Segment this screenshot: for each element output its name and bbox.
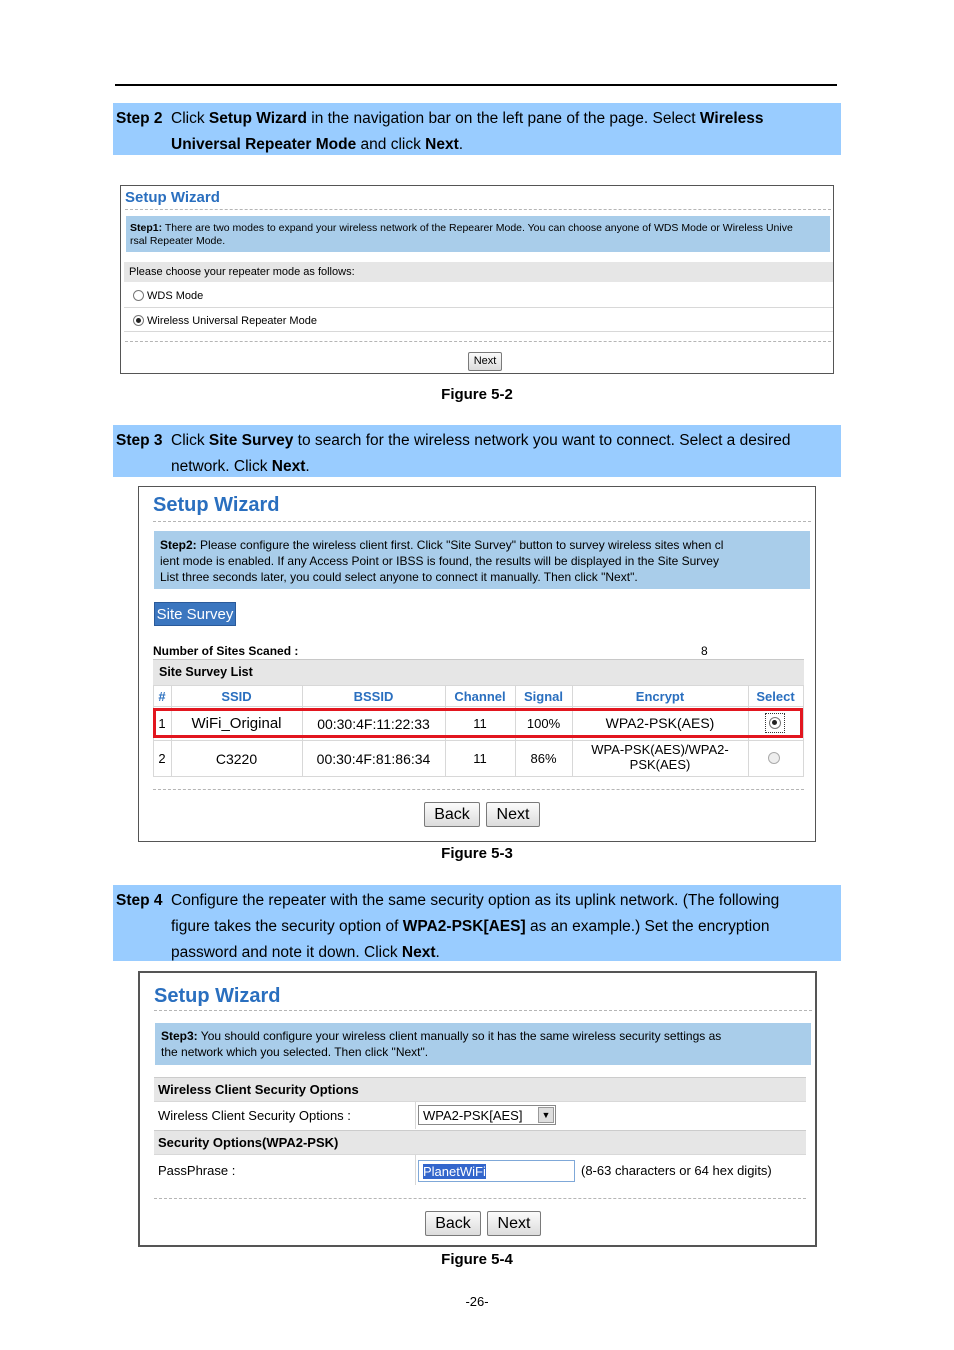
col-header-channel: Channel <box>454 689 506 704</box>
row-divider <box>153 706 804 707</box>
step-bold: WPA2-PSK[AES] <box>402 918 526 935</box>
info-text: Please configure the wireless client first. Click "Site Survey" button to survey wireless sites when cl <box>196 538 724 552</box>
sites-count-label: Number of Sites Scaned : <box>153 644 299 658</box>
cell-bssid: 00:30:4F:81:86:34 <box>316 751 431 767</box>
next-button[interactable]: Next <box>468 352 502 371</box>
step-bold: Site Survey <box>208 432 294 449</box>
cell-num: 1 <box>158 716 166 731</box>
info-text: ient mode is enabled. If any Access Point or IBSS is found, the results will be displayed in the Site Survey <box>160 554 719 568</box>
option-universal-repeater-label: Wireless Universal Repeater Mode <box>147 315 317 327</box>
step-text: network. Click <box>171 458 272 475</box>
col-header-select: Select <box>756 689 795 704</box>
sites-count-value: 8 <box>701 644 708 658</box>
info-box <box>154 531 810 589</box>
passphrase-value: PlanetWiFi <box>423 1164 486 1179</box>
row-divider <box>124 331 833 332</box>
divider <box>154 1010 812 1011</box>
info-text: You should configure your wireless client manually so it has the same wireless security settings as <box>197 1029 722 1043</box>
cell-channel: 11 <box>473 716 487 731</box>
step-bold: Next <box>425 136 459 153</box>
step-text: figure takes the security option of <box>171 918 403 935</box>
section-title: Security Options(WPA2-PSK) <box>158 1135 339 1150</box>
wizard-title: Setup Wizard <box>125 189 220 206</box>
selected-row-highlight <box>153 708 803 738</box>
wizard-title: Setup Wizard <box>153 494 280 516</box>
step-text: . <box>435 944 440 961</box>
site-survey-list-label: Site Survey List <box>159 665 253 679</box>
cell-bssid: 00:30:4F:11:22:33 <box>317 716 430 732</box>
figure-caption: Figure 5-2 <box>441 386 513 403</box>
col-divider <box>415 1155 416 1185</box>
security-options-label: Wireless Client Security Options : <box>158 1108 351 1123</box>
row-divider <box>154 1154 806 1155</box>
section-title: Wireless Client Security Options <box>158 1082 359 1097</box>
wizard-title: Setup Wizard <box>154 985 281 1007</box>
info-bold: Step2: <box>160 538 197 552</box>
step-label: Step 3 <box>116 432 163 449</box>
col-header-signal: Signal <box>523 689 563 704</box>
prompt-text: Please choose your repeater mode as follows: <box>129 266 355 278</box>
step-text: Click <box>171 432 209 449</box>
info-bold: Step1: <box>130 222 163 234</box>
col-header-bssid: BSSID <box>353 689 394 704</box>
divider <box>125 209 831 210</box>
step-bold: Setup Wizard <box>208 110 307 127</box>
step-bold: Wireless <box>699 110 764 127</box>
step-label: Step 2 <box>116 110 163 127</box>
passphrase-hint: (8-63 characters or 64 hex digits) <box>581 1163 772 1178</box>
cell-ssid: C3220 <box>215 751 258 767</box>
radio-universal-repeater-mode[interactable] <box>133 315 144 326</box>
site-survey-button[interactable]: Site Survey <box>154 602 236 626</box>
cell-channel: 11 <box>473 751 487 766</box>
info-text: List three seconds later, you could select anyone to connect it manually. Then click "Next". <box>160 570 638 584</box>
cell-encrypt <box>572 742 748 772</box>
col-divider <box>803 685 804 777</box>
passphrase-label: PassPhrase : <box>158 1163 236 1178</box>
row-divider <box>153 740 804 741</box>
figure-caption: Figure 5-3 <box>441 845 513 862</box>
back-button[interactable]: Back <box>424 802 480 827</box>
info-text: rsal Repeater Mode. <box>130 235 226 247</box>
info-text: There are two modes to expand your wireless network of the Repearer Mode. You can choose anyone of WDS Mode or Wireless Unive <box>162 222 793 234</box>
security-options-select[interactable] <box>418 1105 556 1125</box>
divider <box>154 1198 806 1199</box>
cell-signal: 86% <box>530 751 557 766</box>
divider <box>153 789 804 790</box>
cell-encrypt-line: WPA-PSK(AES)/WPA2- <box>591 742 729 757</box>
col-header-encrypt: Encrypt <box>635 689 685 704</box>
radio-select-row-2[interactable] <box>768 752 780 764</box>
cell-num: 2 <box>158 751 166 766</box>
step-text: as an example.) Set the encryption <box>525 918 770 935</box>
step-3-box <box>113 425 841 477</box>
cell-encrypt-line: PSK(AES) <box>629 757 691 772</box>
row-divider <box>154 1101 806 1102</box>
step-bold: Next <box>401 944 436 961</box>
info-box <box>155 1023 811 1065</box>
step-text: to search for the wireless network you want to connect. Select a desired <box>293 432 791 449</box>
info-bold: Step3: <box>161 1029 198 1043</box>
step-text: . <box>458 136 464 153</box>
step-text: in the navigation bar on the left pane of the page. Select <box>306 110 700 127</box>
page-number: -26- <box>465 1294 489 1309</box>
step-bold: Next <box>271 458 306 475</box>
row-divider <box>124 307 833 308</box>
next-button[interactable]: Next <box>486 802 540 827</box>
cell-ssid: WiFi_Original <box>191 715 282 732</box>
back-button[interactable]: Back <box>425 1211 481 1236</box>
option-wds-label: WDS Mode <box>147 290 204 302</box>
divider <box>153 521 811 522</box>
step-text: password and note it down. Click <box>171 944 402 961</box>
figure-5-2-panel <box>120 185 834 374</box>
cell-encrypt: WPA2-PSK(AES) <box>605 715 715 731</box>
figure-5-4-panel <box>138 971 817 1247</box>
divider <box>125 341 831 342</box>
chevron-down-icon[interactable]: ▼ <box>538 1107 554 1123</box>
col-header-num: # <box>158 689 166 704</box>
col-divider <box>415 1102 416 1129</box>
passphrase-input[interactable] <box>418 1160 575 1182</box>
step-text: and click <box>356 136 426 153</box>
step-text: . <box>305 458 310 475</box>
step-bold: Universal Repeater Mode <box>171 136 357 153</box>
info-text: the network which you selected. Then click "Next". <box>161 1045 429 1059</box>
figure-caption: Figure 5-4 <box>441 1251 513 1268</box>
row-divider <box>153 776 804 777</box>
radio-wds-mode[interactable] <box>133 290 144 301</box>
header-rule <box>115 84 837 86</box>
step-text: Click <box>171 110 209 127</box>
select-value: WPA2-PSK[AES] <box>423 1108 523 1123</box>
step-2-box <box>113 103 841 155</box>
next-button[interactable]: Next <box>487 1211 541 1236</box>
step-text: Configure the repeater with the same security option as its uplink network. (The following <box>171 892 780 909</box>
col-header-ssid: SSID <box>221 689 252 704</box>
step-4-box <box>113 885 841 961</box>
figure-5-3-panel <box>138 486 816 842</box>
step-label: Step 4 <box>116 892 163 909</box>
info-box <box>126 216 830 252</box>
cell-signal: 100% <box>526 716 561 731</box>
row-divider <box>153 685 804 686</box>
